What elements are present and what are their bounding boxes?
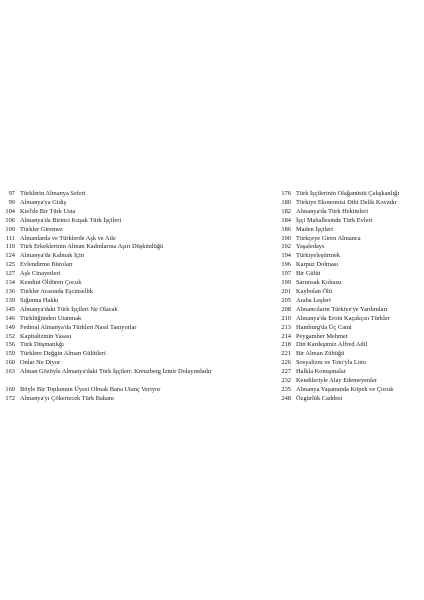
toc-entry bbox=[276, 243, 422, 252]
toc-title: Araba Leşleri bbox=[296, 296, 331, 304]
toc-entry bbox=[276, 297, 422, 306]
toc-page-number: 186 bbox=[281, 225, 291, 233]
toc-title: Kaybolan Ölü bbox=[296, 287, 333, 295]
toc-page-number: 221 bbox=[281, 350, 291, 358]
toc-title: Böyle Bir Toplumun Üyesi Olmak Bana Utanç Veriyor bbox=[20, 385, 161, 393]
toc-entry bbox=[276, 315, 422, 324]
toc-title: Halkla Konuşmalar bbox=[296, 368, 346, 376]
toc-title: Onlar Ne Diyor bbox=[20, 359, 61, 367]
toc-entry bbox=[276, 306, 422, 315]
toc-title: Özgürlük Caddesi bbox=[296, 394, 343, 402]
toc-page-number: 152 bbox=[5, 332, 15, 340]
toc-title: Almanya'yı Çökertecek Türk Bakanı bbox=[20, 394, 114, 402]
toc-page-number: 232 bbox=[281, 377, 291, 385]
toc-entry bbox=[276, 324, 422, 333]
toc-page-number: 214 bbox=[281, 332, 291, 340]
toc-title: Türkiyeleştirmek bbox=[296, 252, 341, 260]
toc-page-number: 139 bbox=[5, 296, 15, 304]
toc-page-number: 163 bbox=[5, 368, 15, 376]
toc-title: Almanlarda ve Türklerde Aşk ve Aile bbox=[20, 234, 116, 242]
toc-entry bbox=[276, 199, 422, 208]
toc-entry bbox=[276, 341, 422, 350]
toc-entry bbox=[276, 333, 422, 342]
toc-page-number: 127 bbox=[5, 270, 15, 278]
toc-entry bbox=[276, 217, 422, 226]
toc-title: Türklerin Almanya Seferi bbox=[20, 190, 86, 197]
toc-page-number: 145 bbox=[5, 305, 15, 313]
toc-title: Bir Alman Zübüğü bbox=[296, 350, 345, 358]
toc-page-number: 176 bbox=[281, 190, 291, 197]
toc-entry bbox=[276, 395, 422, 404]
toc-entry bbox=[0, 235, 240, 244]
toc-page-number: 124 bbox=[5, 252, 15, 260]
toc-title: Federal Almanya'da Türkleri Nasıl Tanıyorlar bbox=[20, 323, 137, 331]
toc-page-number: 197 bbox=[281, 270, 291, 278]
toc-title: Sarımsak Kokusu bbox=[296, 279, 342, 287]
toc-page-number: 227 bbox=[281, 368, 291, 376]
toc-entry bbox=[276, 235, 422, 244]
toc-page-number: 160 bbox=[5, 359, 15, 367]
toc-entry bbox=[0, 252, 240, 261]
toc-entry bbox=[0, 226, 240, 235]
toc-entry bbox=[0, 270, 240, 279]
toc-page-number: 104 bbox=[5, 207, 15, 215]
toc-entry bbox=[0, 368, 240, 386]
toc-page-number: 149 bbox=[5, 323, 15, 331]
toc-entry bbox=[0, 324, 240, 333]
toc-page-number: 109 bbox=[5, 225, 15, 233]
toc-title: Almanya'daki Türk İşçileri Ne Olacak bbox=[20, 305, 118, 313]
toc-entry bbox=[276, 377, 422, 386]
toc-entry bbox=[276, 226, 422, 235]
toc-title: Türkiye Ekonomisi Dibi Delik Kovadır bbox=[296, 198, 397, 206]
toc-page-number: 97 bbox=[8, 190, 15, 197]
toc-entry bbox=[276, 208, 422, 217]
toc-title: Kapitalizmin Yasası bbox=[20, 332, 72, 340]
toc-title: Türk İşçilerinin Olağanüstü Çalışkanlığı bbox=[296, 190, 400, 197]
toc-title: Sığınma Hakkı bbox=[20, 296, 59, 304]
toc-title: İşçi Mahallesinde Türk Evleri bbox=[296, 216, 373, 224]
toc-page-number: 184 bbox=[281, 216, 291, 224]
toc-right-column bbox=[276, 190, 422, 404]
toc-title: Türk Düşmanlığı bbox=[20, 341, 64, 349]
toc-title: Türklere Değgin Alman Gülütleri bbox=[20, 350, 106, 358]
toc-page-number: 134 bbox=[5, 279, 15, 287]
toc-title: Kendini Öldüren Çocuk bbox=[20, 279, 82, 287]
toc-entry bbox=[0, 359, 240, 368]
toc-entry bbox=[0, 217, 240, 226]
toc-title: Türkler Giremez bbox=[20, 225, 63, 233]
toc-page-number: 192 bbox=[281, 243, 291, 251]
toc-page-number: 136 bbox=[5, 287, 15, 295]
toc-entry bbox=[276, 368, 422, 377]
toc-title: Almanya'da Kalmak İçin bbox=[20, 252, 84, 260]
toc-entry bbox=[0, 199, 240, 208]
toc-title: Almanya Yaşamında Köpek ve Çocuk bbox=[296, 385, 394, 393]
toc-entry bbox=[276, 359, 422, 368]
toc-entry bbox=[276, 386, 422, 395]
toc-entry bbox=[0, 261, 240, 270]
toc-page-number: 119 bbox=[5, 243, 15, 251]
toc-entry bbox=[276, 288, 422, 297]
toc-title: Almanya'da Türk Hekimleri bbox=[296, 207, 369, 215]
toc-entry bbox=[276, 279, 422, 288]
toc-entry bbox=[0, 297, 240, 306]
toc-title: Kiel'de Bir Türk Usta bbox=[20, 207, 76, 215]
toc-entry bbox=[0, 341, 240, 350]
toc-title: Bir Gülüt bbox=[296, 270, 321, 278]
toc-page-number: 169 bbox=[5, 385, 15, 393]
toc-title: Evlendirme Büroları bbox=[20, 261, 73, 269]
toc-page-number: 199 bbox=[281, 279, 291, 287]
toc-title: Almancıların Türkiye'ye Yardımları bbox=[296, 305, 388, 313]
toc-page-number: 125 bbox=[5, 261, 15, 269]
toc-title: Türkçeye Giren Almanca bbox=[296, 234, 361, 242]
toc-page-number: 248 bbox=[281, 394, 291, 402]
toc-entry bbox=[0, 208, 240, 217]
toc-title: Almanya'da Eroin Kaçakçısı Türkler bbox=[296, 314, 390, 322]
toc-page-number: 235 bbox=[281, 385, 291, 393]
toc-title: Sosyalizm ve Toto'yla Loto bbox=[296, 359, 366, 367]
toc-entry bbox=[276, 190, 422, 199]
toc-title: Alman Gözüyle Almanya'daki Türk İşçileri: Kreuzberg İzmir Dolayındadır bbox=[20, 368, 212, 376]
toc-title: Türkler Arasında Eşcinsellik bbox=[20, 287, 94, 295]
toc-page-number: 172 bbox=[5, 394, 15, 402]
toc-entry bbox=[0, 306, 240, 315]
toc-title: Kendileriyle Alay Edemeyenler bbox=[296, 377, 377, 385]
toc-page-number: 182 bbox=[281, 207, 291, 215]
toc-page-number: 218 bbox=[281, 341, 291, 349]
toc-page-number: 106 bbox=[5, 216, 15, 224]
toc-page-number: 194 bbox=[281, 252, 291, 260]
toc-left-column bbox=[0, 190, 240, 404]
toc-title: Peygamber Mehmet bbox=[296, 332, 348, 340]
toc-page-number: 99 bbox=[8, 198, 15, 206]
toc-entry bbox=[276, 350, 422, 359]
toc-entry bbox=[0, 315, 240, 324]
toc-entry bbox=[0, 279, 240, 288]
toc-page-number: 226 bbox=[281, 359, 291, 367]
toc-entry bbox=[0, 288, 240, 297]
toc-title: Almanya'da Birinci Kuşak Türk İşçileri bbox=[20, 216, 122, 224]
toc-entry bbox=[276, 261, 422, 270]
toc-page-number: 146 bbox=[5, 314, 15, 322]
toc-entry bbox=[0, 386, 240, 395]
toc-entry bbox=[0, 333, 240, 342]
toc-page-number: 205 bbox=[281, 296, 291, 304]
toc-title: Türklüğünden Utanmak bbox=[20, 314, 82, 322]
toc-entry bbox=[0, 190, 240, 199]
toc-entry bbox=[0, 395, 240, 404]
toc-title: Almanya'ya Gidiş bbox=[20, 198, 67, 206]
toc-title: Din Kardeşimiz Alfred Adil bbox=[296, 341, 368, 349]
toc-page-number: 180 bbox=[281, 198, 291, 206]
toc-page-number: 213 bbox=[281, 323, 291, 331]
toc-page-number: 156 bbox=[5, 341, 15, 349]
toc-title: Karpuz Dolması bbox=[296, 261, 339, 269]
toc-entry bbox=[276, 252, 422, 261]
toc-title: Maden İşçileri bbox=[296, 225, 334, 233]
toc-page-number: 196 bbox=[281, 261, 291, 269]
toc-page-number: 190 bbox=[281, 234, 291, 242]
toc-page-number: 159 bbox=[5, 350, 15, 358]
toc-title: Yaşaledays bbox=[296, 243, 325, 251]
toc-page-number: 210 bbox=[281, 314, 291, 322]
toc-page-number: 208 bbox=[281, 305, 291, 313]
toc-title: Hamburg'da Üç Cami bbox=[296, 323, 352, 331]
toc-page-number: 201 bbox=[281, 287, 291, 295]
toc-page-number: 111 bbox=[5, 234, 15, 242]
toc-title: Aşk Cinayetleri bbox=[20, 270, 61, 278]
toc-entry bbox=[276, 270, 422, 279]
toc-entry bbox=[0, 243, 240, 252]
toc-title: Türk Erkeklerinin Alman Kadınlarına Aşırı Düşkünlüğü bbox=[20, 243, 164, 251]
toc-entry bbox=[0, 350, 240, 359]
